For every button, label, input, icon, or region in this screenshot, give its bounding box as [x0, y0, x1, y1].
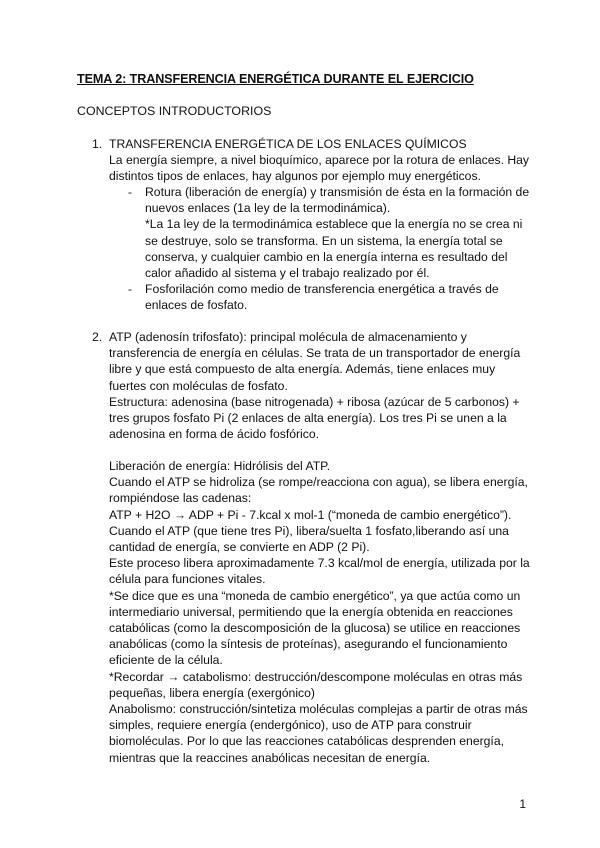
bullet-dash: -: [128, 185, 133, 199]
page-number: 1: [519, 797, 526, 811]
bullet-dash: -: [128, 282, 133, 296]
paragraph-line: cantidad de energía, se convierte en ADP (2 Pi).: [109, 540, 370, 555]
paragraph-line: libre y que está compuesto de alta energía. Además, tiene enlaces muy: [109, 362, 496, 377]
bullet-line: se destruye, solo se transforma. En un sistema, la energía total se: [145, 233, 503, 248]
section-2-paragraph-1: [109, 329, 520, 442]
paragraph-line: anabólicas (como la síntesis de proteínas), asegurando el funcionamiento: [109, 637, 508, 652]
paragraph-line: Cuando el ATP (que tiene tres Pi), libera/suelta 1 fosfato,liberando así una: [109, 523, 509, 538]
paragraph-line: Estructura: adenosina (base nitrogenada) + ribosa (azúcar de 5 carbonos) +: [109, 394, 520, 409]
paragraph-line: Este proceso libera aproximadamente 7.3 kcal/mol de energía, utilizada por la: [109, 556, 530, 571]
bullet-1: [145, 184, 529, 281]
paragraph-line: rompiéndose las cadenas:: [109, 491, 252, 506]
bullet-line: conserva, y cualquier cambio en la energía interna es resultado del: [145, 249, 508, 264]
paragraph-line: fuertes con moléculas de fosfato.: [109, 378, 288, 393]
paragraph-line: La energía siempre, a nivel bioquímico, aparece por la rotura de enlaces. Hay: [109, 153, 530, 168]
section-1-number: 1.: [92, 137, 103, 151]
paragraph-line: eficiente de la célula.: [109, 653, 223, 668]
document-subtitle: CONCEPTOS INTRODUCTORIOS: [77, 104, 272, 118]
paragraph-line: célula para funciones vitales.: [109, 572, 266, 587]
bullet-line: Fosforilación como medio de transferencia energética a través de: [145, 282, 499, 296]
paragraph-line: tres grupos fosfato Pi (2 enlaces de alta energía). Los tres Pi se unen a la: [109, 411, 507, 426]
bullet-line: calor añadido al sistema y el trabajo realizado por él.: [145, 266, 430, 281]
paragraph-line: pequeñas, libera energía (exergónico): [109, 685, 315, 700]
paragraph-line: *Recordar → catabolismo: destrucción/descompone moléculas en otras más: [109, 669, 523, 684]
bullet-line: *La 1a ley de la termodinámica establece que la energía no se crea ni: [145, 217, 523, 232]
paragraph-line: ATP + H2O → ADP + Pi - 7.kcal x mol-1 (“moneda de cambio energético”).: [109, 507, 512, 522]
bullet-line: nuevos enlaces (1a ley de la termodinámica).: [145, 201, 391, 216]
bullet-line: enlaces de fosfato.: [145, 298, 248, 313]
section-2-number: 2.: [92, 330, 103, 344]
paragraph-line: mientras que la reaccines anabólicas necesitan de energía.: [109, 750, 431, 765]
paragraph-line: simples, requiere energía (endergónico), uso de ATP para construir: [109, 718, 472, 733]
paragraph-line: adenosina en forma de ácido fosfórico.: [109, 427, 320, 442]
paragraph-line: Anabolismo: construcción/sintetiza moléculas complejas a partir de otras más: [109, 702, 528, 717]
section-1-body: [109, 136, 529, 185]
paragraph-line: transferencia de energía en células. Se trata de un transportador de energía: [109, 346, 521, 361]
paragraph-line: Cuando el ATP se hidroliza (se rompe/reacciona con agua), se libera energía,: [109, 475, 528, 490]
document-title: TEMA 2: TRANSFERENCIA ENERGÉTICA DURANTE EL EJERCICIO: [77, 72, 474, 86]
paragraph-line: *Se dice que es una “moneda de cambio energético”, ya que actúa como un: [109, 588, 521, 603]
section-1-heading: TRANSFERENCIA ENERGÉTICA DE LOS ENLACES QUÍMICOS: [109, 137, 467, 151]
paragraph-line: biomoléculas. Por lo que las reacciones catabólicas desprenden energía,: [109, 734, 504, 749]
paragraph-line: intermediario universal, permitiendo que la energía obtenida en reacciones: [109, 604, 513, 619]
paragraph-line: Liberación de energía: Hidrólisis del ATP.: [109, 459, 331, 473]
paragraph-line: catabólicas (como la descomposición de la glucosa) se utilice en reacciones: [109, 621, 521, 636]
section-2-paragraph-2: [109, 458, 530, 766]
bullet-2: [145, 281, 499, 313]
paragraph-line: distintos tipos de enlaces, hay algunos por ejemplo muy energéticos.: [109, 169, 481, 184]
bullet-line: Rotura (liberación de energía) y transmisión de ésta en la formación de: [145, 185, 530, 199]
paragraph-line: ATP (adenosín trifosfato): principal molécula de almacenamiento y: [109, 330, 467, 344]
